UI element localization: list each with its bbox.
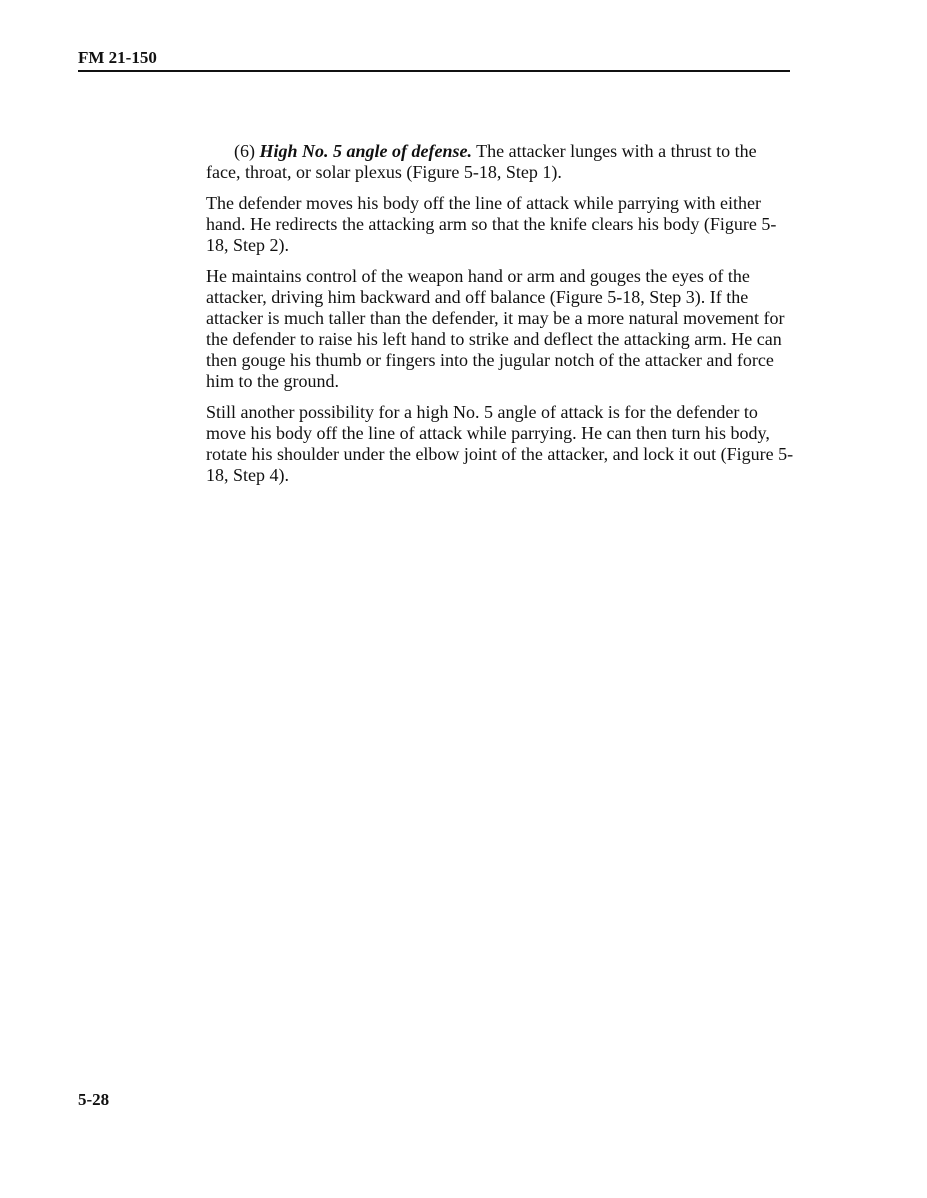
paragraph-defender-moves: The defender moves his body off the line of attack while parrying with either hand. He redirects the attacking arm so that the knife clears his body (Figure 5-18, Step 2). [206, 193, 777, 255]
paragraph-high-no5-defense [206, 141, 794, 183]
page-header [78, 48, 790, 72]
paragraph-text: The attacker lunges with a thrust to the face, throat, or solar plexus (Figure 5-18, Step 1). [206, 141, 757, 182]
body-text [206, 141, 794, 496]
paragraph-number: (6) [234, 141, 255, 161]
document-code: FM 21-150 [78, 48, 157, 67]
paragraph-another-possibility: Still another possibility for a high No. 5 angle of attack is for the defender to move his body off the line of attack while parrying. He can then turn his body, rotate his shoulder under the elbow joint of the attacker, and lock it out (Figure 5-18, Step 4). [206, 402, 794, 485]
paragraph-heading: High No. 5 angle of defense. [259, 141, 472, 161]
page-number: 5-28 [78, 1090, 110, 1109]
paragraph-maintains-control: He maintains control of the weapon hand or arm and gouges the eyes of the attacker, driving him backward and off balance (Figure 5-18, Step 3). If the attacker is much taller than the defender, it may be a more natural movement for the defender to raise his left hand to strike and deflect the attacking arm. He can then gouge his thumb or fingers into the jugular notch of the attacker and force him to the ground. [206, 266, 785, 391]
